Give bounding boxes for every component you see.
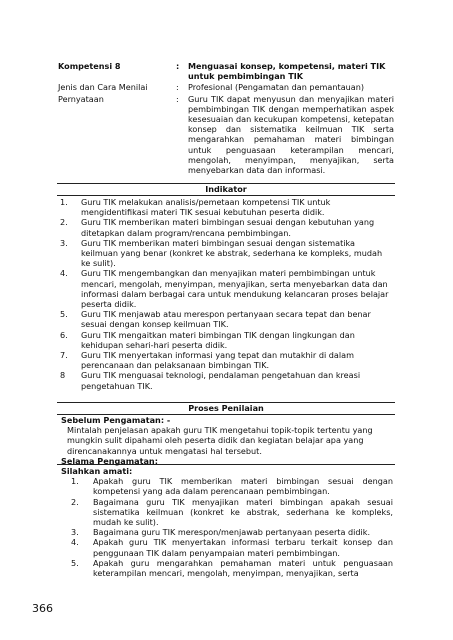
observation-step [61, 497, 393, 528]
observation-step [61, 476, 393, 496]
indicator-number: 3. [60, 237, 68, 248]
indicator-number: 4. [60, 268, 68, 279]
step-number: 3. [71, 527, 79, 538]
competency-colon: : [176, 61, 180, 71]
step-text: Apakah guru TIK memberikan materi bimbingan sesuai dengan kompetensi yang ada dalam perencanaan pembimbingan. [93, 476, 393, 497]
observation-step [61, 558, 393, 578]
during-observation-heading: Selama Pengamatan: [61, 455, 158, 466]
indicator-text: Guru TIK mengaitkan materi bimbingan TIK dengan lingkungan dan kehidupan sehari-hari peserta didik. [81, 329, 355, 350]
indicator-text: Guru TIK melakukan analisis/pemetaan kompetensi TIK untuk mengidentifikasi materi TIK sesuai kebutuhan peserta didik. [81, 197, 331, 218]
statement-colon: : [176, 93, 179, 104]
indicator-number: 1. [60, 197, 68, 207]
indicator-number: 6. [60, 329, 68, 340]
indicator-number: 8 [60, 370, 66, 381]
competency-value: Menguasai konsep, kompetensi, materi TIK untuk pembimbingan TIK [188, 61, 386, 82]
indicator-number: 2. [60, 217, 68, 228]
indicator-text: Guru TIK menjawab atau merespon pertanyaan secara tepat dan benar sesuai dengan konsep keilmuan TIK. [81, 309, 371, 330]
indicator-text: Guru TIK mengembangkan dan menyajikan materi pembimbingan untuk mencari, mengolah, menyimpan, menyajikan, serta menyebarkan data dan informasi dalam berbagai cara untuk mendukung kelancaran proses belajar peserta didik. [81, 268, 389, 310]
step-text: Bagaimana guru TIK merespon/menjawab pertanyaan peserta didik. [93, 527, 371, 538]
step-number: 2. [71, 496, 79, 507]
observe-heading: Silahkan amati: [61, 466, 133, 477]
indicator-item [57, 350, 395, 370]
statement-value: Guru TIK dapat menyusun dan menyajikan materi pembimbingan TIK dengan memperhatikan aspek kesesuaian dan kecukupan kompetensi, ketepatan konsep dan sistematika keilmuan TIK serta mengarahkan pemahaman materi bimbingan untuk penguasaan keterampilan mencari, mengolah, menyimpan, menyajikan, serta menyebarkan data dan informasi. [188, 93, 394, 176]
indicator-text: Guru TIK memberikan materi bimbingan sesuai dengan sistematika keilmuan yang benar (konkret ke abstrak, sederhana ke kompleks, mudah ke sulit). [81, 237, 383, 269]
step-text: Bagaimana guru TIK menyajikan materi bimbingan apakah sesuai sistematika keilmuan (konkret ke abstrak, sederhana ke kompleks, mudah ke sulit). [93, 496, 393, 528]
observation-steps [61, 476, 393, 578]
observation-step [61, 537, 393, 557]
indicator-number: 5. [60, 309, 68, 320]
indicator-text: Guru TIK memberikan materi bimbingan sesuai dengan kebutuhan yang ditetapkan dalam program/rencana pembimbingan. [81, 217, 375, 238]
assessment-type-colon: : [176, 82, 179, 93]
indicator-item [57, 238, 395, 269]
process-body [57, 415, 395, 578]
step-text: Apakah guru mengarahkan pemahaman materi untuk penguasaan keterampilan mencari, mengolah, menyimpan, menyajikan, serta [93, 557, 393, 579]
indicator-item [57, 309, 395, 329]
observation-step [61, 527, 393, 537]
indicator-item [57, 370, 395, 390]
before-observation-text: Mintalah penjelasan apakah guru TIK mengetahui topik-topik tertentu yang mungkin sulit dipahami oleh peserta didik dan kegiatan belajar apa yang direncanakannya untuk mengatasi hal tersebut. [67, 425, 373, 456]
assessment-type-label: Jenis dan Cara Menilai [58, 82, 148, 93]
assessment-type-value: Profesional (Pengamatan dan pemantauan) [188, 82, 365, 93]
page-number: 366 [32, 602, 53, 615]
step-number: 1. [71, 476, 79, 487]
indicator-text: Guru TIK menyertakan informasi yang tepat dan mutakhir di dalam perencanaan dan pelaksanaan bimbingan TIK. [81, 350, 354, 371]
step-text: Apakah guru TIK menyertakan informasi terbaru terkait konsep dan penggunaan TIK dalam penyampaian materi pembimbingan. [93, 537, 393, 558]
indicator-item [57, 268, 395, 309]
indicator-item [57, 217, 395, 237]
before-observation-heading: Sebelum Pengamatan: - [61, 415, 171, 425]
indicator-item [57, 330, 395, 350]
competency-header [58, 61, 394, 175]
indicator-title: Indikator [57, 184, 395, 196]
competency-label: Kompetensi 8 [58, 61, 121, 71]
step-number: 5. [71, 557, 79, 568]
indicator-item [57, 197, 395, 217]
indicator-text: Guru TIK menguasai teknologi, pendalaman pengetahuan dan kreasi pengetahuan TIK. [81, 370, 361, 391]
indicator-list [57, 196, 395, 391]
assessment-process-section [57, 402, 395, 602]
process-title: Proses Penilaian [57, 403, 395, 415]
step-number: 4. [71, 537, 79, 548]
indicator-number: 7. [60, 350, 68, 361]
statement-label: Pernyataan [58, 93, 104, 104]
